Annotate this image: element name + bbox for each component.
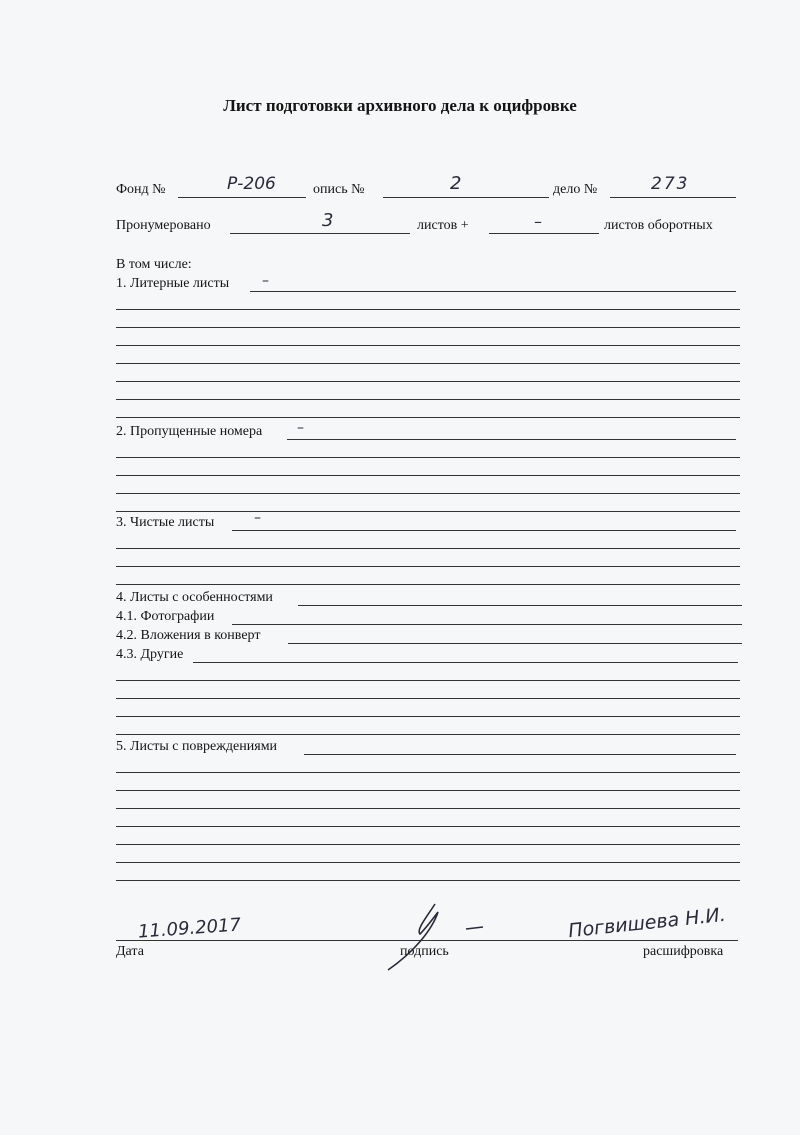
section41-label: 4.1. Фотографии xyxy=(116,609,215,624)
including-label: В том числе: xyxy=(116,257,192,272)
signature-label: подпись xyxy=(400,944,449,959)
page-title: Лист подготовки архивного дела к оцифровке xyxy=(223,96,577,115)
section5-line[interactable] xyxy=(116,808,740,809)
numbered-label: Пронумеровано xyxy=(116,218,211,233)
section5-line[interactable] xyxy=(116,880,740,881)
section5-line[interactable] xyxy=(116,862,740,863)
signature-scribble xyxy=(380,898,500,973)
opis-value: 2 xyxy=(450,173,462,194)
section4-field[interactable] xyxy=(298,605,742,606)
reverse-label: листов оборотных xyxy=(604,218,713,233)
section2-line[interactable] xyxy=(116,493,740,494)
fond-field[interactable] xyxy=(178,197,306,198)
sheets-label: листов + xyxy=(417,218,469,233)
fond-label: Фонд № xyxy=(116,182,166,197)
section3-label: 3. Чистые листы xyxy=(116,515,215,530)
section42-label: 4.2. Вложения в конверт xyxy=(116,628,261,643)
section3-value: – xyxy=(254,510,261,526)
section1-line[interactable] xyxy=(116,309,740,310)
section1-line[interactable] xyxy=(116,363,740,364)
sheets-field[interactable] xyxy=(230,233,410,234)
opis-label: опись № xyxy=(313,182,365,197)
section1-line[interactable] xyxy=(116,399,740,400)
section2-line[interactable] xyxy=(116,511,740,512)
section3-line[interactable] xyxy=(116,566,740,567)
date-value: 11.09.2017 xyxy=(137,914,242,943)
section43-field[interactable] xyxy=(193,662,738,663)
section43-label: 4.3. Другие xyxy=(116,647,184,662)
section43-line[interactable] xyxy=(116,716,740,717)
section5-line[interactable] xyxy=(116,790,740,791)
section3-line[interactable] xyxy=(116,548,740,549)
section5-field[interactable] xyxy=(304,754,736,755)
fond-value: Р-206 xyxy=(227,174,276,194)
reverse-field[interactable] xyxy=(489,233,599,234)
section2-line[interactable] xyxy=(116,457,740,458)
section1-label: 1. Литерные листы xyxy=(116,276,230,291)
section2-line[interactable] xyxy=(116,475,740,476)
section43-line[interactable] xyxy=(116,680,740,681)
section2-field[interactable] xyxy=(287,439,736,440)
delo-field[interactable] xyxy=(610,197,736,198)
section5-line[interactable] xyxy=(116,826,740,827)
section5-line[interactable] xyxy=(116,844,740,845)
section3-line[interactable] xyxy=(116,584,740,585)
section1-line[interactable] xyxy=(116,327,740,328)
section1-value: – xyxy=(262,273,269,289)
opis-field[interactable] xyxy=(383,197,549,198)
section43-line[interactable] xyxy=(116,734,740,735)
reverse-value: – xyxy=(534,212,542,231)
section3-field[interactable] xyxy=(232,530,736,531)
section1-line[interactable] xyxy=(116,345,740,346)
section1-field[interactable] xyxy=(250,291,736,292)
section4-label: 4. Листы с особенностями xyxy=(116,590,273,605)
section42-field[interactable] xyxy=(288,643,742,644)
section41-field[interactable] xyxy=(232,624,742,625)
sheets-value: 3 xyxy=(322,210,334,231)
date-label: Дата xyxy=(116,944,144,959)
section2-value: – xyxy=(297,420,304,436)
section2-label: 2. Пропущенные номера xyxy=(116,424,263,439)
section5-label: 5. Листы с повреждениями xyxy=(116,739,278,754)
section5-line[interactable] xyxy=(116,772,740,773)
section1-line[interactable] xyxy=(116,417,740,418)
decoding-value: Погвишева Н.И. xyxy=(567,903,727,943)
section1-line[interactable] xyxy=(116,381,740,382)
delo-value: 273 xyxy=(651,174,690,194)
section43-line[interactable] xyxy=(116,698,740,699)
decoding-label: расшифровка xyxy=(643,944,724,959)
delo-label: дело № xyxy=(553,182,598,197)
